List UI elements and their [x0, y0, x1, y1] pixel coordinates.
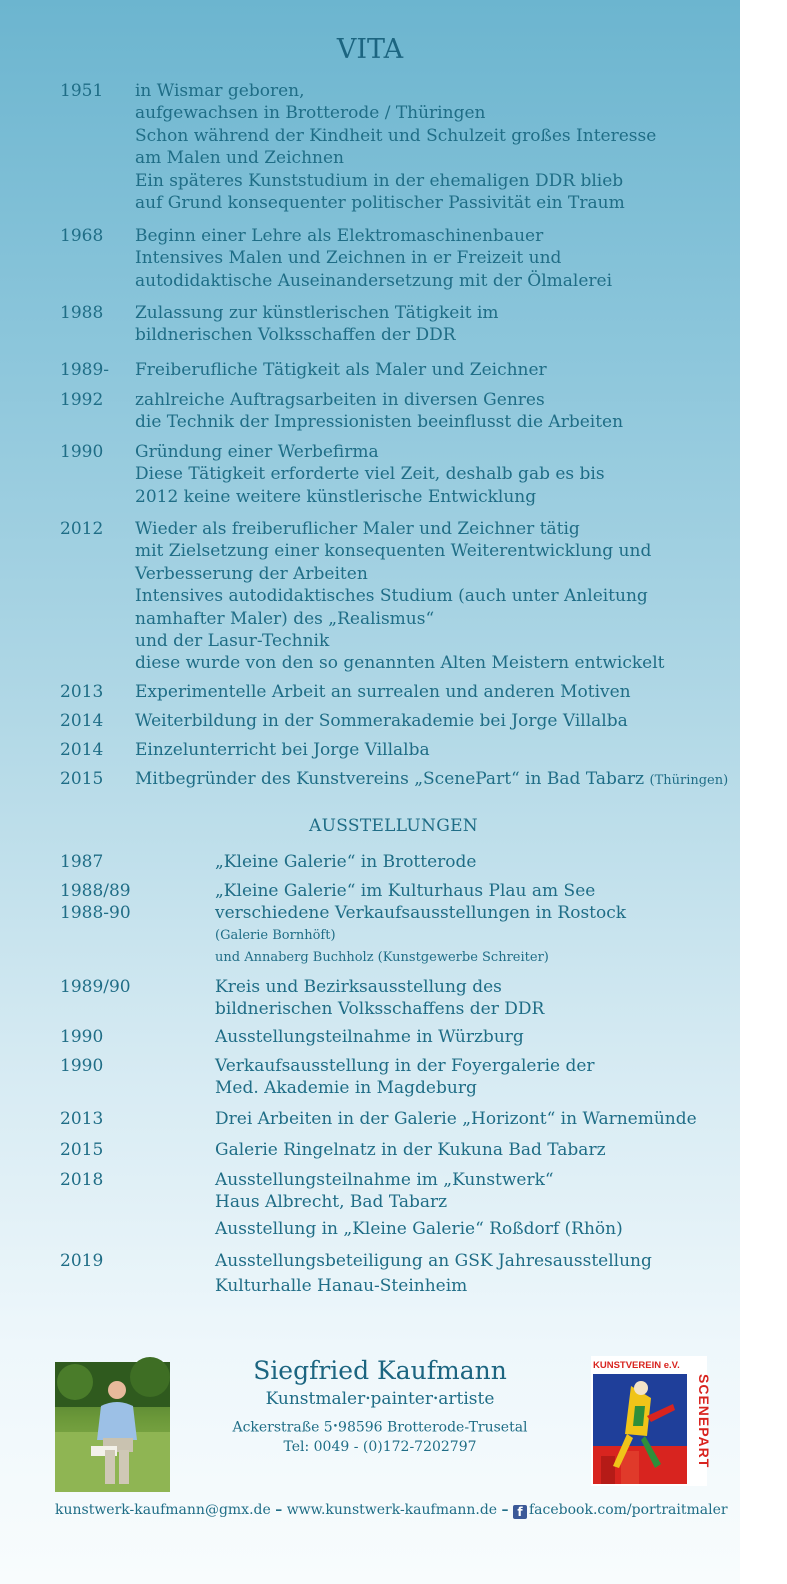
footer-dash: –	[501, 1502, 509, 1518]
exhibition-line: Kreis und Bezirksausstellung des	[215, 977, 502, 997]
separator-dot: •	[432, 1394, 439, 1405]
vita-line: Zulassung zur künstlerischen Tätigkeit im	[135, 303, 499, 323]
exhibition-years	[60, 880, 131, 925]
vita-line: Weiterbildung in der Sommerakademie bei Jorge Villalba	[135, 711, 628, 731]
exhibition-text	[215, 1250, 652, 1298]
vita-line: auf Grund konsequenter politischer Passivität ein Traum	[135, 193, 625, 214]
vita-line: mit Zielsetzung einer konsequenten Weiterentwicklung und	[135, 541, 652, 562]
vita-line: Experimentelle Arbeit an surrealen und anderen Motiven	[135, 682, 631, 702]
website-link[interactable]: www.kunstwerk-kaufmann.de	[286, 1502, 498, 1518]
artist-photo-illustration	[55, 1362, 170, 1492]
vita-line: Beginn einer Lehre als Elektromaschinenbauer	[135, 226, 544, 246]
vita-line-text: Mitbegründer des Kunstvereins „ScenePart“ in Bad Tabarz	[135, 769, 645, 789]
vita-text	[135, 359, 547, 381]
artist-photo	[55, 1362, 170, 1492]
exhibition-year: 2019	[60, 1251, 104, 1271]
exhibitions-heading: AUSSTELLUNGEN	[309, 816, 478, 836]
address-block	[230, 1418, 530, 1457]
artist-name: Siegfried Kaufmann	[253, 1356, 507, 1385]
vita-year: 2015	[60, 769, 104, 789]
vita-year: 1990	[60, 442, 104, 462]
vita-line: Ein späteres Kunststudium in der ehemaligen DDR blieb	[135, 170, 624, 191]
exhibition-line: Ausstellungsteilnahme in Würzburg	[215, 1027, 524, 1047]
vita-line: namhafter Maler) des „Realismus“	[135, 608, 435, 629]
vita-text	[135, 302, 499, 347]
vita-line: Verbesserung der Arbeiten	[135, 563, 368, 584]
facebook-link[interactable]	[513, 1502, 728, 1518]
vita-note: (Thüringen)	[649, 773, 729, 788]
profession-item: painter	[370, 1389, 433, 1409]
vita-line: 2012 keine weitere künstlerische Entwicklung	[135, 486, 537, 507]
vita-year: 1989-	[60, 360, 110, 380]
scenepart-logo	[591, 1356, 712, 1486]
scenepart-logo-art	[591, 1356, 712, 1486]
exhibition-text	[215, 1026, 524, 1048]
exhibition-year: 2013	[60, 1109, 104, 1129]
exhibition-year: 1989/90	[60, 977, 131, 997]
exhibition-text	[215, 976, 544, 1021]
exhibition-line: bildnerischen Volksschaffens der DDR	[215, 999, 545, 1020]
facebook-text: facebook.com/portraitmaler	[528, 1502, 728, 1518]
phone: Tel: 0049 - (0)172-7202797	[283, 1438, 477, 1455]
vita-line	[135, 768, 728, 792]
vita-text	[135, 768, 728, 792]
vita-text	[135, 518, 665, 675]
vita-line: Schon während der Kindheit und Schulzeit großes Interesse	[135, 125, 657, 146]
vita-line: Einzelunterricht bei Jorge Villalba	[135, 740, 430, 760]
footer-dash: –	[275, 1502, 283, 1518]
vita-line: Intensives autodidaktisches Studium (auch unter Anleitung	[135, 586, 648, 607]
exhibition-small-line: und Annaberg Buchholz (Kunstgewerbe Schreiter)	[215, 949, 549, 965]
exhibition-line: Verkaufsausstellung in der Foyergalerie der	[215, 1056, 595, 1076]
vita-line: und der Lasur-Technik	[135, 631, 330, 652]
vita-line: in Wismar geboren,	[135, 81, 305, 101]
vita-line: autodidaktische Auseinandersetzung mit der Ölmalerei	[135, 270, 613, 291]
vita-line: die Technik der Impressionisten beeinflusst die Arbeiten	[135, 412, 624, 433]
logo-side-text: SCENEPART	[696, 1374, 712, 1469]
exhibition-line: Galerie Ringelnatz in der Kukuna Bad Tabarz	[215, 1140, 606, 1160]
exhibition-line: Ausstellungsbeteiligung an GSK Jahresausstellung	[215, 1251, 652, 1271]
vita-line: bildnerischen Volksschaffen der DDR	[135, 325, 456, 346]
exhibition-text	[215, 851, 476, 873]
page-title: VITA	[336, 34, 404, 65]
vita-text	[135, 80, 656, 214]
vita-line: zahlreiche Auftragsarbeiten in diversen Genres	[135, 390, 545, 410]
facebook-icon: f	[513, 1505, 527, 1519]
exhibition-line: verschiedene Verkaufsausstellungen in Rostock	[215, 903, 627, 924]
vita-year: 2014	[60, 711, 104, 731]
exhibition-line: Drei Arbeiten in der Galerie „Horizont“ in Warnemünde	[215, 1109, 697, 1129]
exhibition-text	[215, 880, 626, 969]
city: 98596 Brotterode-Trusetal	[338, 1419, 528, 1436]
exhibition-text	[215, 1108, 697, 1130]
exhibition-year: 1988-90	[60, 903, 131, 924]
profession-item: Kunstmaler	[265, 1389, 366, 1409]
vita-year: 2013	[60, 682, 104, 702]
exhibition-line: Haus Albrecht, Bad Tabarz	[215, 1192, 448, 1213]
vita-text	[135, 225, 612, 292]
street: Ackerstraße 5	[232, 1419, 333, 1436]
vita-line: diese wurde von den so genannten Alten Meistern entwickelt	[135, 653, 665, 674]
vita-year: 1951	[60, 81, 104, 101]
vita-text	[135, 441, 605, 508]
exhibition-year: 1990	[60, 1056, 104, 1076]
exhibition-small-line: (Galerie Bornhöft)	[215, 927, 336, 943]
vita-line: am Malen und Zeichnen	[135, 148, 344, 169]
vita-year: 2012	[60, 519, 104, 539]
exhibition-line: Ausstellungsteilnahme im „Kunstwerk“	[215, 1170, 554, 1190]
exhibition-year: 2018	[60, 1170, 104, 1190]
vita-year: 1968	[60, 226, 104, 246]
exhibition-year: 1988/89	[60, 881, 131, 901]
vita-line: Diese Tätigkeit erforderte viel Zeit, deshalb gab es bis	[135, 464, 605, 485]
email-link[interactable]: kunstwerk-kaufmann@gmx.de	[55, 1502, 271, 1518]
vita-text	[135, 681, 631, 703]
vita-line: Freiberufliche Tätigkeit als Maler und Zeichner	[135, 360, 547, 380]
vita-line: Gründung einer Werbefirma	[135, 442, 379, 462]
vita-text	[135, 710, 628, 732]
exhibition-line: „Kleine Galerie“ im Kulturhaus Plau am See	[215, 881, 596, 901]
separator-dot: •	[332, 1422, 339, 1432]
exhibition-text	[215, 1055, 595, 1100]
exhibition-year: 1990	[60, 1027, 104, 1047]
address-line	[230, 1418, 530, 1438]
exhibition-line: Kulturhalle Hanau-Steinheim	[215, 1276, 468, 1297]
exhibition-line: Med. Akademie in Magdeburg	[215, 1078, 477, 1099]
vita-line: aufgewachsen in Brotterode / Thüringen	[135, 103, 486, 124]
artist-profession	[240, 1389, 520, 1409]
separator-dot: •	[365, 1394, 371, 1405]
footer-contacts	[55, 1502, 728, 1519]
vita-line: Wieder als freiberuflicher Maler und Zeichner tätig	[135, 519, 580, 539]
vita-year: 1992	[60, 390, 104, 410]
vita-line: Intensives Malen und Zeichnen in er Freizeit und	[135, 248, 562, 269]
logo-top-text: KUNSTVEREIN e.V.	[593, 1360, 680, 1371]
vita-text	[135, 739, 430, 761]
vita-year: 2014	[60, 740, 104, 760]
vita-text	[135, 389, 623, 434]
vita-year: 1988	[60, 303, 104, 323]
exhibition-line: „Kleine Galerie“ in Brotterode	[215, 852, 477, 872]
profession-item: artiste	[438, 1389, 495, 1409]
exhibition-line: Ausstellung in „Kleine Galerie“ Roßdorf (Rhön)	[215, 1218, 623, 1239]
exhibition-year: 1987	[60, 852, 104, 872]
exhibition-text	[215, 1139, 606, 1161]
exhibition-text	[215, 1169, 623, 1240]
exhibition-year: 2015	[60, 1140, 104, 1160]
